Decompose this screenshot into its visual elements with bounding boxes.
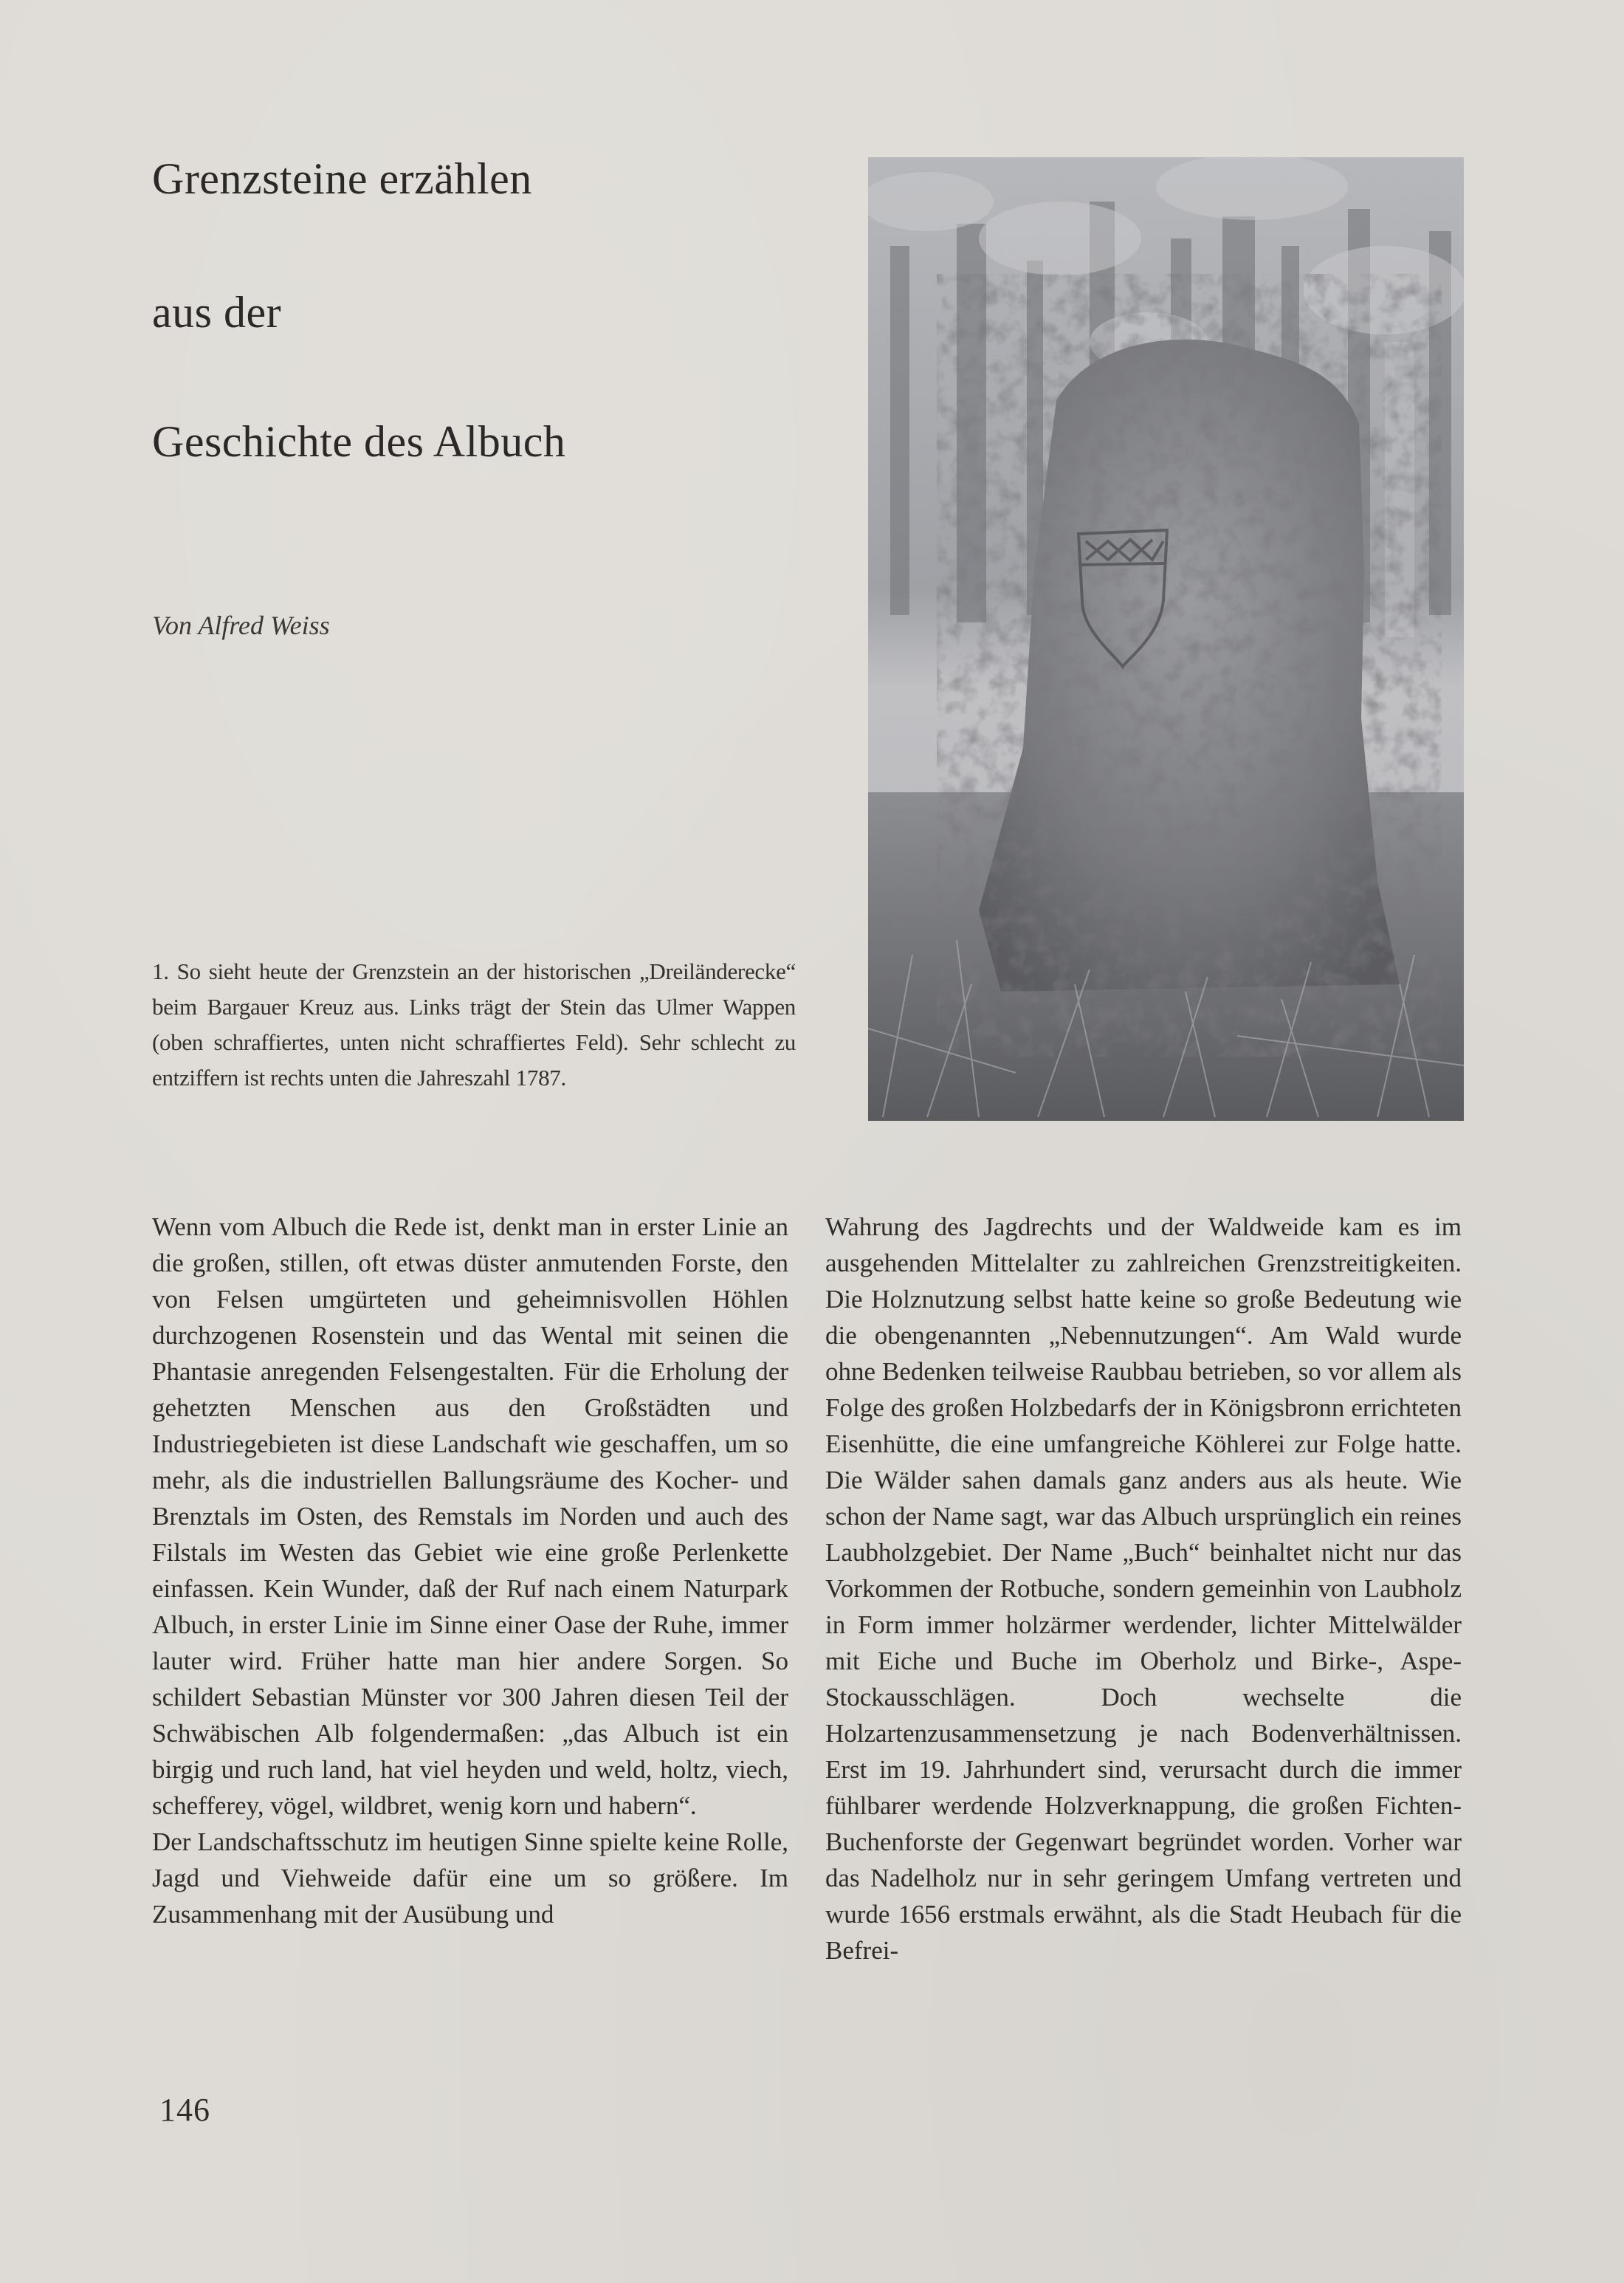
photo-illustration [868,157,1464,1121]
article-title-line-3: Geschichte des Albuch [152,417,566,466]
figure-caption: 1. So sieht heute der Grenzstein an der historischen „Dreiländerecke“ beim Bargauer Kreuz aus. Links trägt der Stein das Ulmer Wappen (oben schraffiertes, unten nicht schraffiertes Feld). Sehr schlecht zu entziffern ist rechts unten die Jahreszahl 1787. [152,958,796,1091]
body-column-right [825,1209,1462,1968]
paragraph: Wahrung des Jagdrechts und der Waldweide kam es im ausgehenden Mittelalter zu zahlreichen Grenzstreitigkeiten. Die Holznutzung selbst hatte keine so große Bedeutung wie die obengenannten „Nebennutzungen“. Am Wald wurde ohne Bedenken teilweise Raubbau betrieben, so vor allem als Folge des großen Holzbedarfs der in Königsbronn errichteten Eisenhütte, die eine umfangreiche Köhlerei zur Folge hatte. Die Wälder sahen damals ganz anders aus als heute. Wie schon der Name sagt, war das Albuch ursprünglich ein reines Laubholzgebiet. Der Name „Buch“ beinhaltet nicht nur das Vorkommen der Rotbuche, sondern gemeinhin von Laubholz in Form immer holzärmer werdender, lichter Mittelwälder mit Eiche und Buche im Oberholz und Birke-, Aspe-Stockausschlägen. Doch wechselte die Holzartenzusammensetzung je nach Bodenverhältnissen. Erst im 19. Jahrhundert sind, verursacht durch die immer fühlbarer werdende Holzverknappung, die großen Fichten-Buchenforste der Gegenwart begründet worden. Vorher war das Nadelholz nur in sehr geringem Umfang vertreten und wurde 1656 erstmals erwähnt, als die Stadt Heubach für die Befrei- [825,1212,1462,1965]
paragraph: Der Landschaftsschutz im heutigen Sinne spielte keine Rolle, Jagd und Viehweide dafür eine um so größere. Im Zusammenhang mit der Ausübung und [152,1827,788,1929]
author-byline: Von Alfred Weiss [152,611,330,640]
boundary-stone-photo [868,157,1464,1121]
article-title-line-2: aus der [152,288,282,337]
paragraph: Wenn vom Albuch die Rede ist, denkt man in erster Linie an die großen, stillen, oft etwas düster anmutenden Forste, den von Felsen umgürteten und geheimnisvollen Höhlen durchzogenen Rosenstein und das Wental mit seinen die Phantasie anregenden Felsengestalten. Für die Erholung der gehetzten Menschen aus den Großstädten und Industriegebieten ist diese Landschaft wie geschaffen, um so mehr, als die industriellen Ballungsräume des Kocher- und Brenztals im Osten, des Remstals im Norden und auch des Filstals im Westen das Gebiet wie eine große Perlenkette einfassen. Kein Wunder, daß der Ruf nach einem Naturpark Albuch, in erster Linie im Sinne einer Oase der Ruhe, immer lauter wird. Früher hatte man hier andere Sorgen. So schildert Sebastian Münster vor 300 Jahren diesen Teil der Schwäbischen Alb folgendermaßen: „das Albuch ist ein birgig und ruch land, hat viel heyden und weld, holtz, viech, schefferey, vögel, wildbret, wenig korn und habern“. [152,1212,788,1820]
article-title-line-1: Grenzsteine erzählen [152,154,532,203]
body-column-left [152,1209,788,1932]
page-number: 146 [159,2092,210,2128]
